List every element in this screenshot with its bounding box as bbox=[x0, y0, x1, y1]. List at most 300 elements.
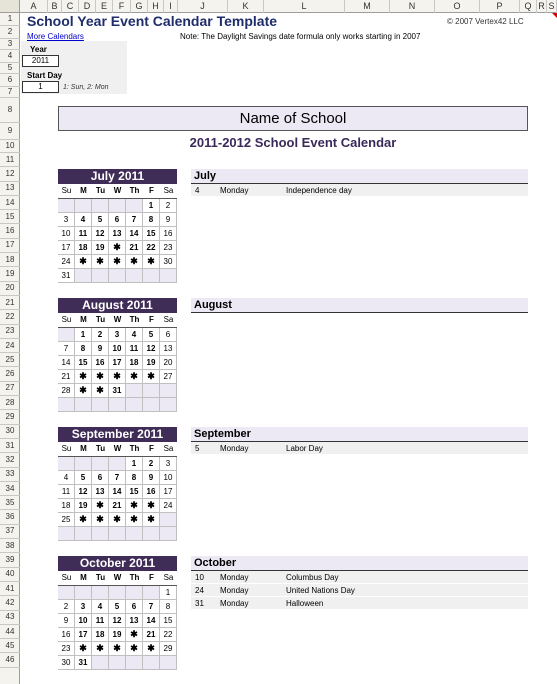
row-header-12[interactable]: 12 bbox=[0, 167, 20, 181]
calendar-day-cell[interactable]: ✱ bbox=[143, 499, 160, 513]
calendar-day-cell[interactable]: 5 bbox=[109, 600, 126, 614]
calendar-day-cell[interactable]: 15 bbox=[126, 485, 143, 499]
calendar-grid bbox=[58, 585, 177, 670]
row-header-25[interactable]: 25 bbox=[0, 353, 20, 367]
row-header-15[interactable]: 15 bbox=[0, 210, 20, 224]
row-header-30[interactable]: 30 bbox=[0, 425, 20, 439]
calendar-day-cell[interactable] bbox=[58, 398, 75, 412]
calendar-day-cell[interactable]: 15 bbox=[160, 614, 177, 628]
calendar-day-cell[interactable]: 3 bbox=[160, 457, 177, 471]
mini-calendar bbox=[58, 169, 177, 283]
calendar-day-cell[interactable]: 22 bbox=[160, 628, 177, 642]
calendar-day-cell[interactable]: 17 bbox=[75, 628, 92, 642]
calendar-day-cell[interactable]: ✱ bbox=[109, 642, 126, 656]
calendar-day-cell[interactable]: 11 bbox=[92, 614, 109, 628]
mini-calendar bbox=[58, 427, 177, 541]
weekday-header bbox=[58, 184, 177, 198]
calendar-day-cell[interactable] bbox=[160, 513, 177, 527]
calendar-day-cell[interactable]: 21 bbox=[126, 241, 143, 255]
calendar-day-cell[interactable] bbox=[58, 457, 75, 471]
calendar-day-cell[interactable]: 16 bbox=[143, 485, 160, 499]
calendar-day-cell[interactable]: 17 bbox=[58, 241, 75, 255]
calendar-day-cell[interactable]: ✱ bbox=[143, 255, 160, 269]
weekday-label: Sa bbox=[163, 444, 174, 453]
column-header-F[interactable]: F bbox=[113, 0, 131, 13]
row-header-24[interactable]: 24 bbox=[0, 339, 20, 353]
calendar-day-cell[interactable] bbox=[126, 586, 143, 600]
column-header-C[interactable]: C bbox=[62, 0, 79, 13]
calendar-day-cell[interactable]: 16 bbox=[58, 628, 75, 642]
calendar-day-cell[interactable]: 14 bbox=[126, 227, 143, 241]
calendar-day-cell[interactable] bbox=[143, 656, 160, 670]
calendar-day-cell[interactable]: ✱ bbox=[75, 513, 92, 527]
weekday-label: W bbox=[113, 315, 122, 324]
row-header-18[interactable]: 18 bbox=[0, 253, 20, 267]
more-calendars-link[interactable]: More Calendars bbox=[27, 32, 84, 41]
row-header-26[interactable]: 26 bbox=[0, 368, 20, 382]
event-day: 4 bbox=[195, 186, 200, 195]
copyright-text: © 2007 Vertex42 LLC bbox=[447, 17, 524, 26]
column-header-B[interactable]: B bbox=[48, 0, 62, 13]
weekday-label: Su bbox=[61, 315, 72, 324]
column-header-N[interactable]: N bbox=[390, 0, 435, 13]
calendar-day-cell[interactable]: 6 bbox=[126, 600, 143, 614]
row-header-2[interactable]: 2 bbox=[0, 26, 20, 39]
column-header-O[interactable]: O bbox=[435, 0, 480, 13]
calendar-month-title: August 2011 bbox=[58, 298, 177, 313]
calendar-day-cell[interactable]: 15 bbox=[143, 227, 160, 241]
calendar-day-cell[interactable] bbox=[75, 199, 92, 213]
calendar-day-cell[interactable] bbox=[143, 398, 160, 412]
calendar-day-cell[interactable]: 31 bbox=[75, 656, 92, 670]
event-day: 10 bbox=[195, 573, 204, 582]
calendar-day-cell[interactable] bbox=[75, 586, 92, 600]
weekday-label: Tu bbox=[95, 573, 106, 582]
row-header-44[interactable]: 44 bbox=[0, 625, 20, 639]
calendar-day-cell[interactable] bbox=[92, 457, 109, 471]
calendar-day-cell[interactable]: 5 bbox=[92, 213, 109, 227]
weekday-label: F bbox=[149, 573, 154, 582]
calendar-day-cell[interactable] bbox=[109, 269, 126, 283]
event-name: Labor Day bbox=[286, 444, 323, 453]
calendar-day-cell[interactable]: 12 bbox=[143, 342, 160, 356]
column-header-R[interactable]: R bbox=[537, 0, 547, 13]
calendar-day-cell[interactable] bbox=[75, 457, 92, 471]
row-header-20[interactable]: 20 bbox=[0, 282, 20, 296]
calendar-day-cell[interactable] bbox=[92, 199, 109, 213]
calendar-day-cell[interactable] bbox=[126, 656, 143, 670]
calendar-grid bbox=[58, 198, 177, 283]
calendar-day-cell[interactable]: ✱ bbox=[143, 513, 160, 527]
row-header-34[interactable]: 34 bbox=[0, 482, 20, 496]
weekday-header bbox=[58, 571, 177, 585]
calendar-day-cell[interactable]: ✱ bbox=[92, 255, 109, 269]
calendar-day-cell[interactable]: ✱ bbox=[126, 642, 143, 656]
calendar-day-cell[interactable]: 4 bbox=[75, 213, 92, 227]
calendar-day-cell[interactable]: 14 bbox=[143, 614, 160, 628]
calendar-day-cell[interactable]: 16 bbox=[92, 356, 109, 370]
calendar-day-cell[interactable]: 7 bbox=[143, 600, 160, 614]
mini-calendar bbox=[58, 556, 177, 670]
calendar-day-cell[interactable]: 31 bbox=[58, 269, 75, 283]
calendar-day-cell[interactable]: ✱ bbox=[143, 370, 160, 384]
calendar-day-cell[interactable]: ✱ bbox=[143, 642, 160, 656]
calendar-day-cell[interactable]: 30 bbox=[58, 656, 75, 670]
row-header-23[interactable]: 23 bbox=[0, 325, 20, 339]
row-header-4[interactable]: 4 bbox=[0, 50, 20, 63]
page-title: School Year Event Calendar Template bbox=[27, 13, 278, 29]
calendar-day-cell[interactable]: 9 bbox=[92, 342, 109, 356]
calendar-day-cell[interactable]: 1 bbox=[75, 328, 92, 342]
calendar-day-cell[interactable] bbox=[75, 269, 92, 283]
calendar-day-cell[interactable]: ✱ bbox=[126, 513, 143, 527]
calendar-day-cell[interactable]: ✱ bbox=[109, 370, 126, 384]
calendar-day-cell[interactable]: 6 bbox=[109, 213, 126, 227]
calendar-day-cell[interactable]: 4 bbox=[58, 471, 75, 485]
column-header-S[interactable]: S bbox=[547, 0, 557, 13]
calendar-day-cell[interactable] bbox=[58, 527, 75, 541]
row-header-29[interactable]: 29 bbox=[0, 410, 20, 424]
calendar-day-cell[interactable]: 10 bbox=[160, 471, 177, 485]
row-header-33[interactable]: 33 bbox=[0, 468, 20, 482]
calendar-day-cell[interactable]: 18 bbox=[92, 628, 109, 642]
row-header-13[interactable]: 13 bbox=[0, 182, 20, 196]
weekday-header bbox=[58, 442, 177, 456]
calendar-day-cell[interactable] bbox=[126, 398, 143, 412]
calendar-day-cell[interactable] bbox=[126, 269, 143, 283]
calendar-day-cell[interactable]: 12 bbox=[75, 485, 92, 499]
row-header-16[interactable]: 16 bbox=[0, 225, 20, 239]
calendar-day-cell[interactable]: 8 bbox=[143, 213, 160, 227]
event-name: Independence day bbox=[286, 186, 352, 195]
weekday-label: Th bbox=[129, 315, 140, 324]
year-label: Year bbox=[30, 45, 47, 54]
event-weekday: Monday bbox=[220, 444, 249, 453]
row-header-27[interactable]: 27 bbox=[0, 382, 20, 396]
calendar-day-cell[interactable]: 12 bbox=[92, 227, 109, 241]
school-name[interactable]: Name of School bbox=[58, 106, 528, 131]
weekday-header bbox=[58, 313, 177, 327]
row-header-41[interactable]: 41 bbox=[0, 582, 20, 596]
calendar-day-cell[interactable]: 1 bbox=[143, 199, 160, 213]
calendar-day-cell[interactable]: 13 bbox=[92, 485, 109, 499]
calendar-day-cell[interactable]: ✱ bbox=[126, 255, 143, 269]
row-header-11[interactable]: 11 bbox=[0, 153, 20, 167]
calendar-day-cell[interactable]: ✱ bbox=[92, 642, 109, 656]
calendar-day-cell[interactable]: 2 bbox=[92, 328, 109, 342]
row-header-19[interactable]: 19 bbox=[0, 267, 20, 281]
dst-note: Note: The Daylight Savings date formula only works starting in 2007 bbox=[180, 32, 421, 41]
row-header-46[interactable]: 46 bbox=[0, 654, 20, 668]
calendar-day-cell[interactable]: 22 bbox=[143, 241, 160, 255]
calendar-day-cell[interactable]: 3 bbox=[109, 328, 126, 342]
row-header-6[interactable]: 6 bbox=[0, 74, 20, 87]
calendar-day-cell[interactable]: 28 bbox=[58, 384, 75, 398]
event-weekday: Monday bbox=[220, 573, 249, 582]
event-list bbox=[191, 298, 528, 313]
calendar-day-cell[interactable]: 1 bbox=[126, 457, 143, 471]
calendar-day-cell[interactable]: 16 bbox=[160, 227, 177, 241]
calendar-day-cell[interactable]: 15 bbox=[75, 356, 92, 370]
row-header-17[interactable]: 17 bbox=[0, 239, 20, 253]
calendar-day-cell[interactable]: 7 bbox=[109, 471, 126, 485]
comment-indicator-icon[interactable] bbox=[552, 13, 557, 18]
calendar-day-cell[interactable] bbox=[160, 656, 177, 670]
start-day-input[interactable]: 1 bbox=[22, 81, 59, 93]
calendar-day-cell[interactable]: 10 bbox=[58, 227, 75, 241]
calendar-day-cell[interactable]: 18 bbox=[126, 356, 143, 370]
weekday-label: Th bbox=[129, 186, 140, 195]
calendar-day-cell[interactable]: 7 bbox=[126, 213, 143, 227]
column-header-M[interactable]: M bbox=[345, 0, 390, 13]
calendar-day-cell[interactable]: 8 bbox=[126, 471, 143, 485]
calendar-day-cell[interactable]: 10 bbox=[75, 614, 92, 628]
calendar-day-cell[interactable]: 19 bbox=[143, 356, 160, 370]
row-header-38[interactable]: 38 bbox=[0, 539, 20, 553]
calendar-day-cell[interactable]: 24 bbox=[160, 499, 177, 513]
calendar-day-cell[interactable]: 19 bbox=[109, 628, 126, 642]
calendar-day-cell[interactable]: ✱ bbox=[75, 255, 92, 269]
row-header-14[interactable]: 14 bbox=[0, 196, 20, 210]
calendar-day-cell[interactable]: 23 bbox=[58, 642, 75, 656]
column-header-G[interactable]: G bbox=[131, 0, 148, 13]
calendar-grid bbox=[58, 327, 177, 412]
calendar-day-cell[interactable] bbox=[126, 527, 143, 541]
row-header-7[interactable]: 7 bbox=[0, 87, 20, 98]
calendar-day-cell[interactable] bbox=[109, 527, 126, 541]
weekday-label: Su bbox=[61, 444, 72, 453]
row-header-35[interactable]: 35 bbox=[0, 496, 20, 510]
calendar-day-cell[interactable]: 21 bbox=[109, 499, 126, 513]
event-name: United Nations Day bbox=[286, 586, 355, 595]
calendar-day-cell[interactable]: 19 bbox=[75, 499, 92, 513]
calendar-day-cell[interactable]: 29 bbox=[160, 642, 177, 656]
calendar-day-cell[interactable]: 6 bbox=[92, 471, 109, 485]
column-header-Q[interactable]: Q bbox=[520, 0, 537, 13]
calendar-day-cell[interactable]: 5 bbox=[143, 328, 160, 342]
row-header-21[interactable]: 21 bbox=[0, 296, 20, 310]
row-header-43[interactable]: 43 bbox=[0, 611, 20, 625]
calendar-day-cell[interactable] bbox=[143, 586, 160, 600]
row-header-31[interactable]: 31 bbox=[0, 439, 20, 453]
calendar-day-cell[interactable] bbox=[92, 398, 109, 412]
event-name: Columbus Day bbox=[286, 573, 339, 582]
row-header-36[interactable]: 36 bbox=[0, 511, 20, 525]
weekday-label: M bbox=[80, 573, 87, 582]
calendar-day-cell[interactable]: 27 bbox=[160, 370, 177, 384]
calendar-day-cell[interactable] bbox=[92, 586, 109, 600]
weekday-label: Sa bbox=[163, 573, 174, 582]
calendar-day-cell[interactable]: 17 bbox=[109, 356, 126, 370]
select-all-corner[interactable] bbox=[0, 0, 20, 13]
calendar-day-cell[interactable]: 11 bbox=[75, 227, 92, 241]
weekday-label: W bbox=[113, 444, 122, 453]
calendar-grid bbox=[58, 456, 177, 541]
calendar-day-cell[interactable]: 6 bbox=[160, 328, 177, 342]
calendar-day-cell[interactable]: 9 bbox=[58, 614, 75, 628]
calendar-day-cell[interactable]: 3 bbox=[75, 600, 92, 614]
calendar-day-cell[interactable]: 17 bbox=[160, 485, 177, 499]
calendar-day-cell[interactable]: 18 bbox=[58, 499, 75, 513]
column-header-H[interactable]: H bbox=[148, 0, 164, 13]
row-header-28[interactable]: 28 bbox=[0, 396, 20, 410]
calendar-day-cell[interactable]: ✱ bbox=[126, 499, 143, 513]
row-header-3[interactable]: 3 bbox=[0, 39, 20, 50]
calendar-day-cell[interactable] bbox=[160, 398, 177, 412]
calendar-day-cell[interactable] bbox=[92, 656, 109, 670]
calendar-month-title: September 2011 bbox=[58, 427, 177, 442]
calendar-day-cell[interactable]: 24 bbox=[58, 255, 75, 269]
calendar-day-cell[interactable]: 20 bbox=[160, 356, 177, 370]
calendar-day-cell[interactable] bbox=[160, 384, 177, 398]
calendar-day-cell[interactable] bbox=[143, 269, 160, 283]
weekday-label: M bbox=[80, 444, 87, 453]
weekday-label: W bbox=[113, 186, 122, 195]
calendar-day-cell[interactable] bbox=[92, 527, 109, 541]
calendar-day-cell[interactable] bbox=[75, 527, 92, 541]
column-header-I[interactable]: I bbox=[164, 0, 178, 13]
calendar-day-cell[interactable]: ✱ bbox=[109, 255, 126, 269]
calendar-day-cell[interactable]: ✱ bbox=[109, 241, 126, 255]
calendar-month-title: October 2011 bbox=[58, 556, 177, 571]
calendar-day-cell[interactable]: ✱ bbox=[126, 628, 143, 642]
calendar-day-cell[interactable]: 13 bbox=[160, 342, 177, 356]
row-headers bbox=[0, 13, 20, 684]
event-month-header: August bbox=[191, 298, 528, 313]
calendar-day-cell[interactable]: ✱ bbox=[92, 499, 109, 513]
calendar-day-cell[interactable] bbox=[92, 269, 109, 283]
calendar-day-cell[interactable] bbox=[109, 457, 126, 471]
calendar-day-cell[interactable] bbox=[126, 384, 143, 398]
column-header-E[interactable]: E bbox=[96, 0, 113, 13]
calendar-day-cell[interactable]: 9 bbox=[160, 213, 177, 227]
calendar-day-cell[interactable]: ✱ bbox=[75, 384, 92, 398]
calendar-day-cell[interactable] bbox=[126, 199, 143, 213]
weekday-label: Su bbox=[61, 573, 72, 582]
calendar-day-cell[interactable] bbox=[160, 527, 177, 541]
calendar-day-cell[interactable]: 21 bbox=[143, 628, 160, 642]
row-header-37[interactable]: 37 bbox=[0, 525, 20, 539]
row-header-10[interactable]: 10 bbox=[0, 140, 20, 153]
year-input[interactable]: 2011 bbox=[22, 55, 59, 67]
calendar-day-cell[interactable]: ✱ bbox=[92, 370, 109, 384]
calendar-day-cell[interactable]: ✱ bbox=[109, 513, 126, 527]
weekday-label: Sa bbox=[163, 315, 174, 324]
calendar-day-cell[interactable] bbox=[109, 398, 126, 412]
event-list bbox=[191, 169, 528, 197]
calendar-day-cell[interactable] bbox=[143, 527, 160, 541]
calendar-day-cell[interactable]: 30 bbox=[160, 255, 177, 269]
calendar-day-cell[interactable]: 4 bbox=[126, 328, 143, 342]
calendar-day-cell[interactable]: 19 bbox=[92, 241, 109, 255]
calendar-day-cell[interactable]: 5 bbox=[75, 471, 92, 485]
row-header-22[interactable]: 22 bbox=[0, 310, 20, 324]
calendar-day-cell[interactable]: 11 bbox=[126, 342, 143, 356]
calendar-day-cell[interactable]: 11 bbox=[58, 485, 75, 499]
calendar-day-cell[interactable]: ✱ bbox=[92, 513, 109, 527]
weekday-label: Th bbox=[129, 573, 140, 582]
calendar-day-cell[interactable]: 4 bbox=[92, 600, 109, 614]
event-month-header: October bbox=[191, 556, 528, 571]
calendar-day-cell[interactable]: 9 bbox=[143, 471, 160, 485]
calendar-day-cell[interactable] bbox=[58, 199, 75, 213]
event-day: 31 bbox=[195, 599, 204, 608]
calendar-day-cell[interactable] bbox=[109, 656, 126, 670]
calendar-day-cell[interactable] bbox=[58, 328, 75, 342]
calendar-day-cell[interactable] bbox=[75, 398, 92, 412]
calendar-day-cell[interactable]: ✱ bbox=[75, 370, 92, 384]
calendar-day-cell[interactable] bbox=[109, 586, 126, 600]
column-header-A[interactable]: A bbox=[20, 0, 48, 13]
calendar-day-cell[interactable]: 13 bbox=[109, 227, 126, 241]
event-row[interactable] bbox=[191, 571, 528, 584]
calendar-day-cell[interactable]: 12 bbox=[109, 614, 126, 628]
column-header-D[interactable]: D bbox=[79, 0, 96, 13]
start-day-label: Start Day bbox=[27, 71, 63, 80]
calendar-day-cell[interactable]: 1 bbox=[160, 586, 177, 600]
event-weekday: Monday bbox=[220, 586, 249, 595]
calendar-day-cell[interactable]: ✱ bbox=[126, 370, 143, 384]
calendar-title: 2011-2012 School Event Calendar bbox=[189, 135, 397, 150]
calendar-day-cell[interactable]: 14 bbox=[58, 356, 75, 370]
event-row[interactable] bbox=[191, 184, 528, 197]
event-row[interactable] bbox=[191, 597, 528, 610]
row-header-42[interactable]: 42 bbox=[0, 596, 20, 610]
weekday-label: M bbox=[80, 186, 87, 195]
calendar-day-cell[interactable] bbox=[58, 586, 75, 600]
column-header-J[interactable]: J bbox=[178, 0, 228, 13]
calendar-day-cell[interactable]: 23 bbox=[160, 241, 177, 255]
column-header-K[interactable]: K bbox=[228, 0, 264, 13]
column-header-P[interactable]: P bbox=[480, 0, 520, 13]
calendar-day-cell[interactable]: 25 bbox=[58, 513, 75, 527]
calendar-day-cell[interactable]: ✱ bbox=[75, 642, 92, 656]
event-row[interactable] bbox=[191, 442, 528, 455]
calendar-day-cell[interactable]: 2 bbox=[160, 199, 177, 213]
calendar-day-cell[interactable]: 10 bbox=[109, 342, 126, 356]
row-header-32[interactable]: 32 bbox=[0, 453, 20, 467]
calendar-day-cell[interactable]: 8 bbox=[160, 600, 177, 614]
event-row[interactable] bbox=[191, 584, 528, 597]
calendar-day-cell[interactable]: 31 bbox=[109, 384, 126, 398]
column-header-L[interactable]: L bbox=[264, 0, 345, 13]
calendar-day-cell[interactable]: 21 bbox=[58, 370, 75, 384]
calendar-day-cell[interactable]: 14 bbox=[109, 485, 126, 499]
calendar-day-cell[interactable] bbox=[143, 384, 160, 398]
calendar-day-cell[interactable] bbox=[109, 199, 126, 213]
row-header-5[interactable]: 5 bbox=[0, 63, 20, 74]
calendar-day-cell[interactable]: 7 bbox=[58, 342, 75, 356]
calendar-day-cell[interactable]: ✱ bbox=[92, 384, 109, 398]
row-header-40[interactable]: 40 bbox=[0, 568, 20, 582]
row-header-9[interactable]: 9 bbox=[0, 123, 20, 140]
event-month-header: July bbox=[191, 169, 528, 184]
row-header-39[interactable]: 39 bbox=[0, 553, 20, 567]
row-header-1[interactable]: 1 bbox=[0, 13, 20, 26]
row-header-8[interactable]: 8 bbox=[0, 98, 20, 123]
calendar-day-cell[interactable]: 13 bbox=[126, 614, 143, 628]
calendar-day-cell[interactable]: 3 bbox=[58, 213, 75, 227]
weekday-label: Sa bbox=[163, 186, 174, 195]
weekday-label: M bbox=[80, 315, 87, 324]
calendar-day-cell[interactable]: 2 bbox=[58, 600, 75, 614]
weekday-label: Tu bbox=[95, 444, 106, 453]
row-header-45[interactable]: 45 bbox=[0, 639, 20, 653]
calendar-day-cell[interactable]: 18 bbox=[75, 241, 92, 255]
calendar-day-cell[interactable]: 8 bbox=[75, 342, 92, 356]
calendar-day-cell[interactable] bbox=[160, 269, 177, 283]
calendar-day-cell[interactable]: 2 bbox=[143, 457, 160, 471]
